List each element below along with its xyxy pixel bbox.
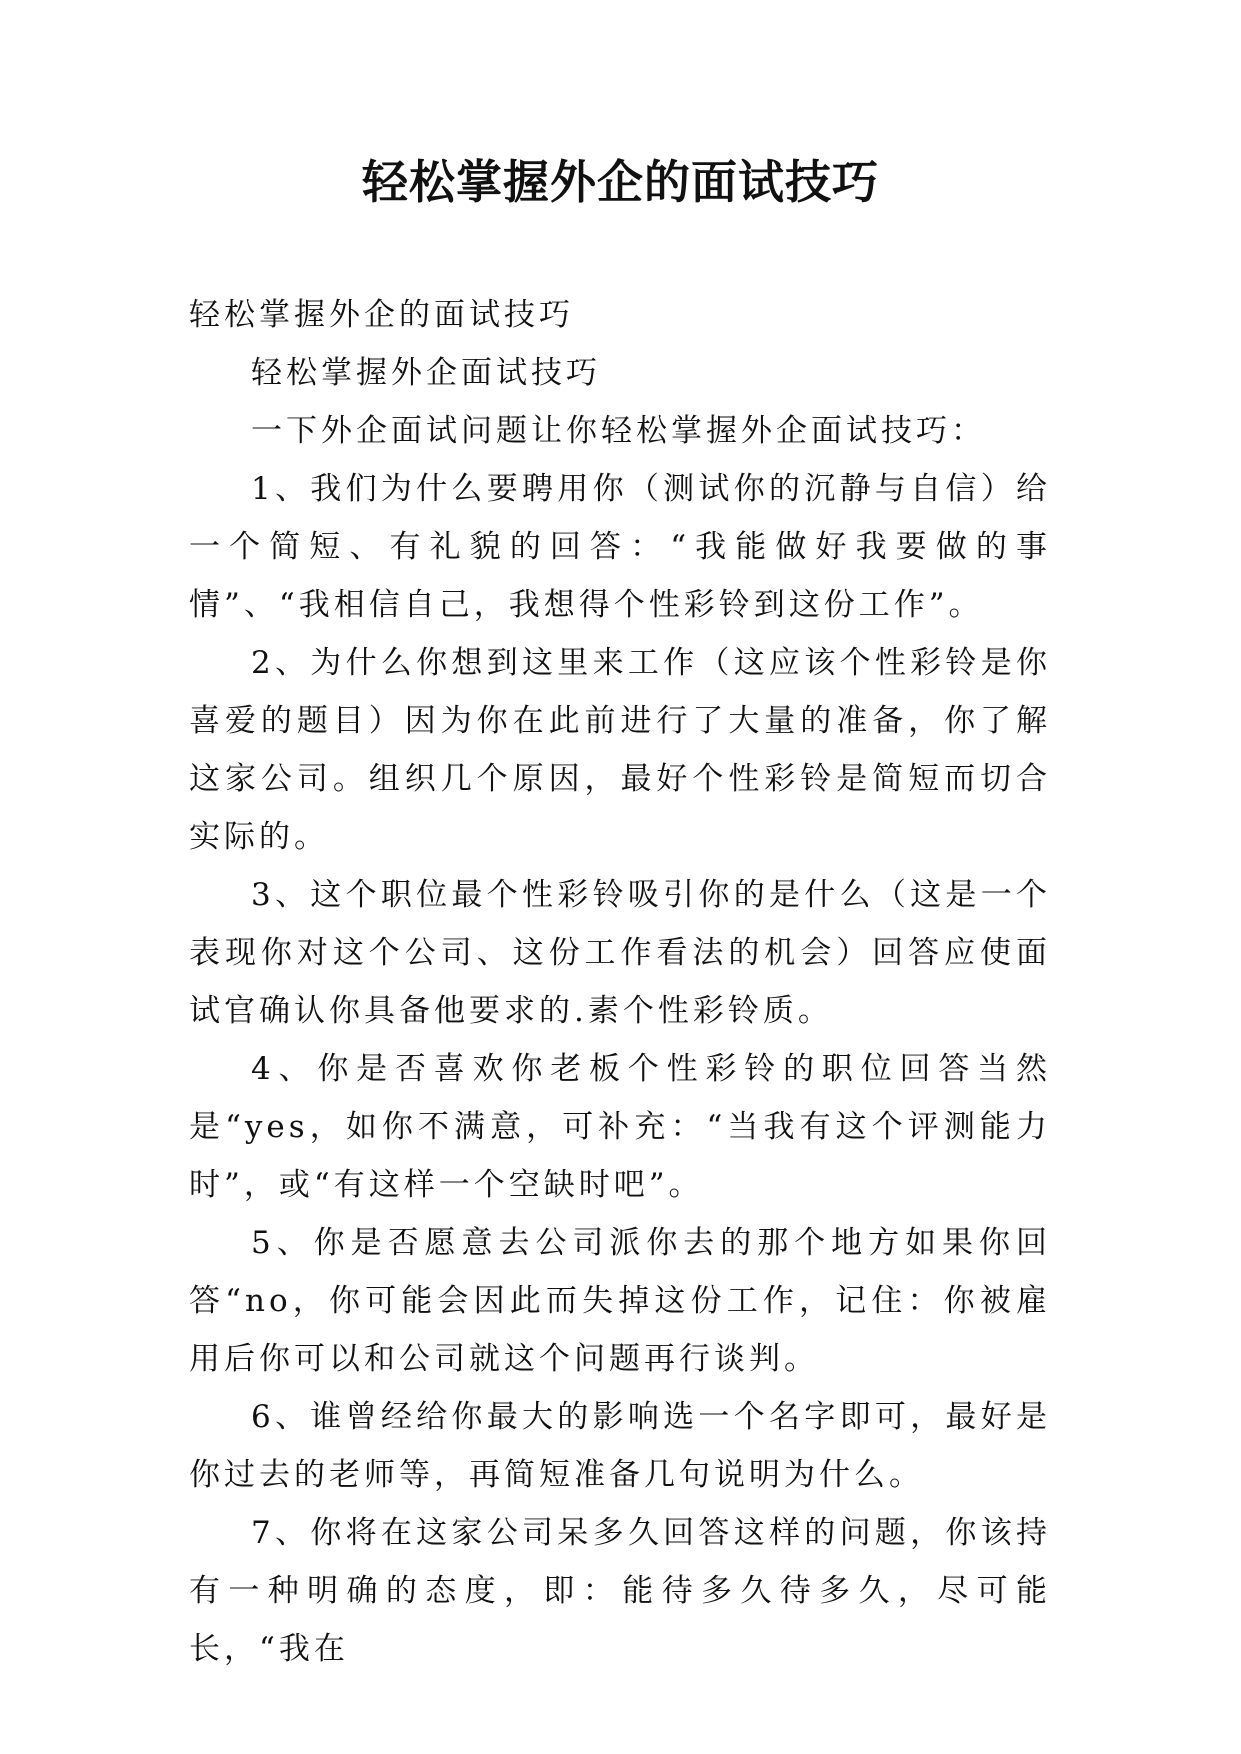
paragraph-question-4: 4、你是否喜欢你老板个性彩铃的职位回答当然是“yes，如你不满意，可补充：“当我有这个评测能力时”，或“有这样一个空缺时吧”。 xyxy=(189,1051,1051,1203)
document-body xyxy=(189,286,1051,1678)
document-title: 轻松掌握外企的面试技巧 xyxy=(362,155,879,209)
paragraph-intro: 一下外企面试问题让你轻松掌握外企面试技巧： xyxy=(251,413,986,449)
paragraph-heading: 轻松掌握外企的面试技巧 xyxy=(189,297,574,333)
paragraph-question-3: 3、这个职位最个性彩铃吸引你的是什么（这是一个表现你对这个公司、这份工作看法的机会）回答应使面试官确认你具备他要求的.素个性彩铃质。 xyxy=(189,877,1051,1029)
paragraph-question-7: 7、你将在这家公司呆多久回答这样的问题，你该持有一种明确的态度，即：能待多久待多久，尽可能长，“我在 xyxy=(189,1515,1051,1667)
paragraph-question-6: 6、谁曾经给你最大的影响选一个名字即可，最好是你过去的老师等，再简短准备几句说明为什么。 xyxy=(189,1399,1051,1493)
paragraph-question-5: 5、你是否愿意去公司派你去的那个地方如果你回答“no，你可能会因此而失掉这份工作，记住：你被雇用后你可以和公司就这个问题再行谈判。 xyxy=(189,1225,1051,1377)
paragraph-subheading: 轻松掌握外企面试技巧 xyxy=(251,355,601,391)
paragraph-question-2: 2、为什么你想到这里来工作（这应该个性彩铃是你喜爱的题目）因为你在此前进行了大量的准备，你了解这家公司。组织几个原因，最好个性彩铃是简短而切合实际的。 xyxy=(189,645,1051,855)
paragraph-question-1: 1、我们为什么要聘用你（测试你的沉静与自信）给一个简短、有礼貌的回答：“我能做好我要做的事情”、“我相信自己，我想得个性彩铃到这份工作”。 xyxy=(189,471,1051,623)
